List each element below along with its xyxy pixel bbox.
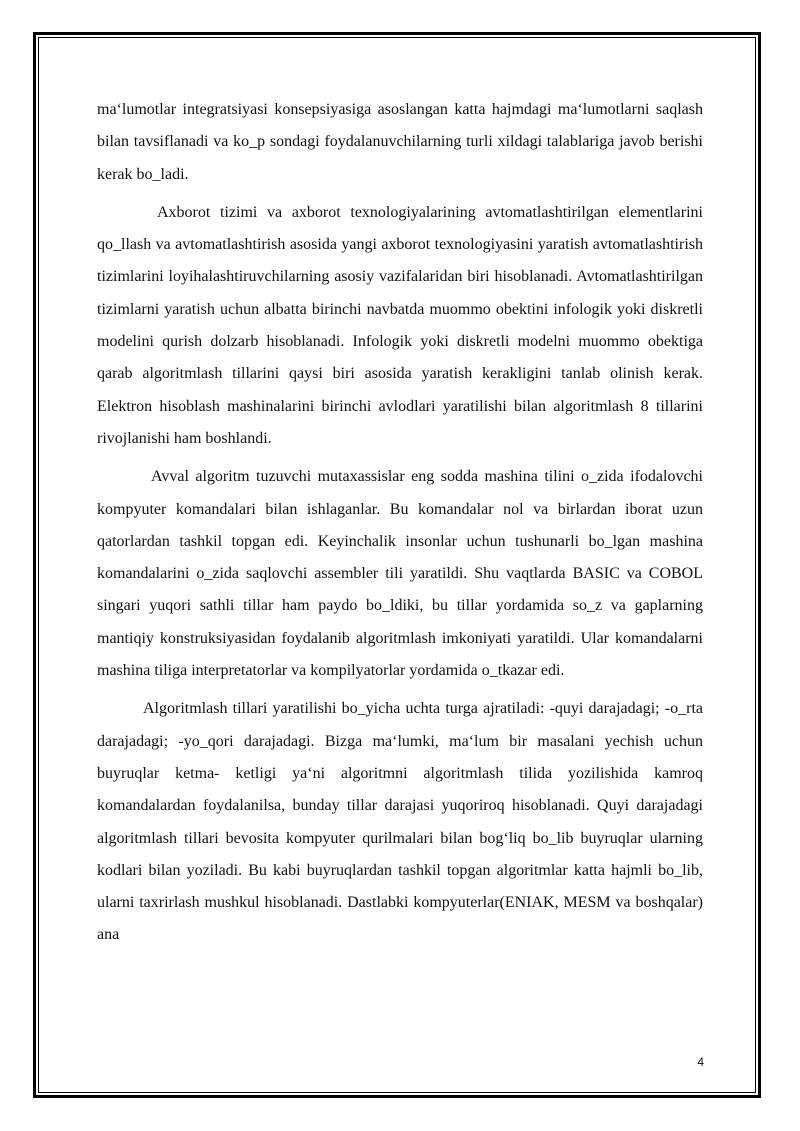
document-body — [97, 94, 703, 952]
page-number: 4 — [697, 1055, 704, 1069]
paragraph-3: Avval algoritm tuzuvchi mutaxassislar eng sodda mashina tilini o_zida ifodalovchi kompyuter komandalari bilan ishlaganlar. Bu komandalar nol va birlardan iborat uzun qatorlardan tashkil topgan edi. Keyinchalik insonlar uchun tushunarli bo_lgan mashina komandalarini o_zida saqlovchi assembler tili yaratildi. Shu vaqtlarda BASIC va COBOL singari yuqori sathli tillar ham paydo bo_ldiki, bu tillar yordamida so_z va gaplarning mantiqiy konstruksiyasidan foydalanib algoritmlash imkoniyati yaratildi. Ular komandalarni mashina tiliga interpretatorlar va kompilyatorlar yordamida o_tkazar edi. — [97, 468, 703, 680]
paragraph-4: Algoritmlash tillari yaratilishi bo_yicha uchta turga ajratiladi: -quyi darajadagi; -o_rta darajadagi; -yo_qori darajadagi. Bizga ma‘lumki, ma‘lum bir masalani yechish uchun buyruqlar ketma- ketligi ya‘ni algoritmni algoritmlash tilida yozilishida kamroq komandalardan foydalanilsa, bunday tillar darajasi yuqoriroq hisoblanadi. Quyi darajadagi algoritmlash tillari bevosita kompyuter qurilmalari bilan bog‘liq bo_lib buyruqlar ularning kodlari bilan yoziladi. Bu kabi buyruqlardan tashkil topgan algoritmlar katta hajmli bo_lib, ularni taxrirlash mushkul hisoblanadi. Dastlabki kompyuterlar(ENIAK, MESM va boshqalar) ana — [97, 700, 703, 944]
paragraph-1: ma‘lumotlar integratsiyasi konsepsiyasiga asoslangan katta hajmdagi ma‘lumotlarni saqlash bilan tavsiflanadi va ko_p sondagi foydalanuvchilarning turli xildagi talablariga javob berishi kerak bo_ladi. — [97, 101, 703, 183]
paragraph-2: Axborot tizimi va axborot texnologiyalarining avtomatlashtirilgan elementlarini qo_llash va avtomatlashtirish asosida yangi axborot texnologiyasini yaratish avtomatlashtirish tizimlarini loyihalashtiruvchilarning asosiy vazifalaridan biri hisoblanadi. Avtomatlashtirilgan tizimlarni yaratish uchun albatta birinchi navbatda muommo obektini infologik yoki diskretli modelini qurish dolzarb hisoblanadi. Infologik yoki diskretli modelni muommo obektiga qarab algoritmlash tillarini qaysi biri asosida yaratish kerakligini tanlab olinish kerak. Elektron hisoblash mashinalarini birinchi avlodlari yaratilishi bilan algoritmlash 8 tillarini rivojlanishi ham boshlandi. — [97, 203, 703, 447]
